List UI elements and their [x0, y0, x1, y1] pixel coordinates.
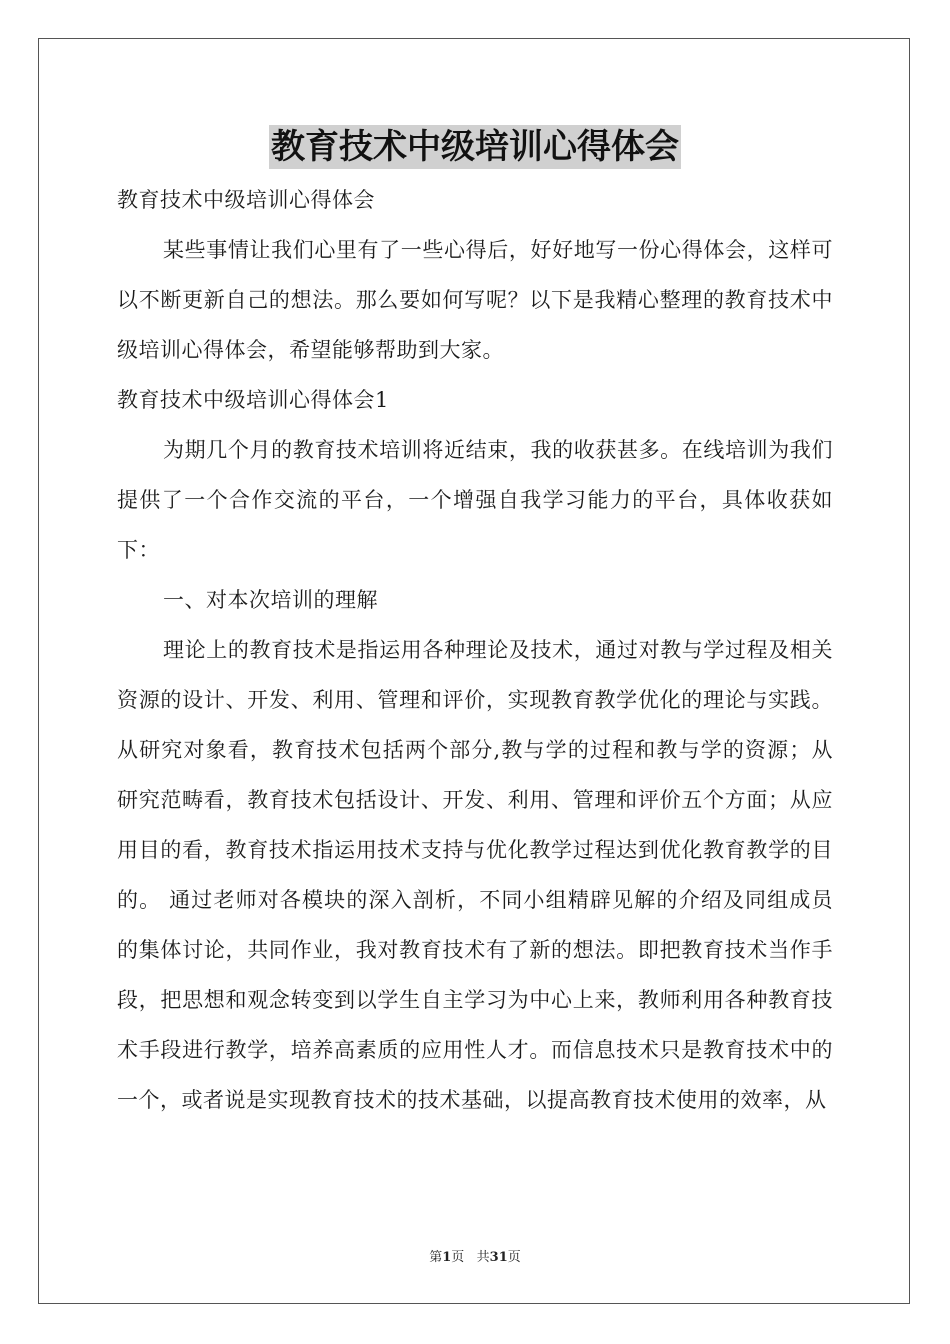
document-title: 教育技术中级培训心得体会	[271, 127, 679, 167]
footer-suffix: 页	[507, 1250, 521, 1265]
section-subheading: 一、对本次培训的理解	[163, 588, 378, 612]
footer-current-page: 1	[442, 1250, 452, 1265]
footer-prefix: 第	[429, 1250, 443, 1265]
footer-mid: 页 共	[451, 1250, 490, 1265]
section-heading: 教育技术中级培训心得体会1	[117, 388, 389, 412]
footer-total-pages: 31	[489, 1250, 508, 1265]
document-body	[117, 175, 833, 1125]
title-container	[0, 125, 950, 169]
section-paragraph-2: 理论上的教育技术是指运用各种理论及技术，通过对教与学过程及相关资源的设计、开发、利用、管理和评价，实现教育教学优化的理论与实践。从研究对象看，教育技术包括两个部分,教与学的过程和教与学的资源；从研究范畴看，教育技术包括设计、开发、利用、管理和评价五个方面；从应用目的看，教育技术指运用技术支持与优化教学过程达到优化教育教学的目的。 通过老师对各模块的深入剖析，不同小组精辟见解的介绍及同组成员的集体讨论，共同作业，我对教育技术有了新的想法。即把教育技术当作手段，把思想和观念转变到以学生自主学习为中心上来，教师利用各种教育技术手段进行教学，培养高素质的应用性人才。而信息技术只是教育技术中的一个，或者说是实现教育技术的技术基础，以提高教育技术使用的效率，从	[117, 638, 833, 1112]
document-subtitle: 教育技术中级培训心得体会	[117, 188, 375, 212]
intro-paragraph: 某些事情让我们心里有了一些心得后，好好地写一份心得体会，这样可以不断更新自己的想法。那么要如何写呢？以下是我精心整理的教育技术中级培训心得体会，希望能够帮助到大家。	[117, 238, 833, 362]
section-paragraph-1: 为期几个月的教育技术培训将近结束，我的收获甚多。在线培训为我们提供了一个合作交流的平台，一个增强自我学习能力的平台，具体收获如下：	[117, 438, 833, 562]
page-footer	[0, 1246, 950, 1265]
